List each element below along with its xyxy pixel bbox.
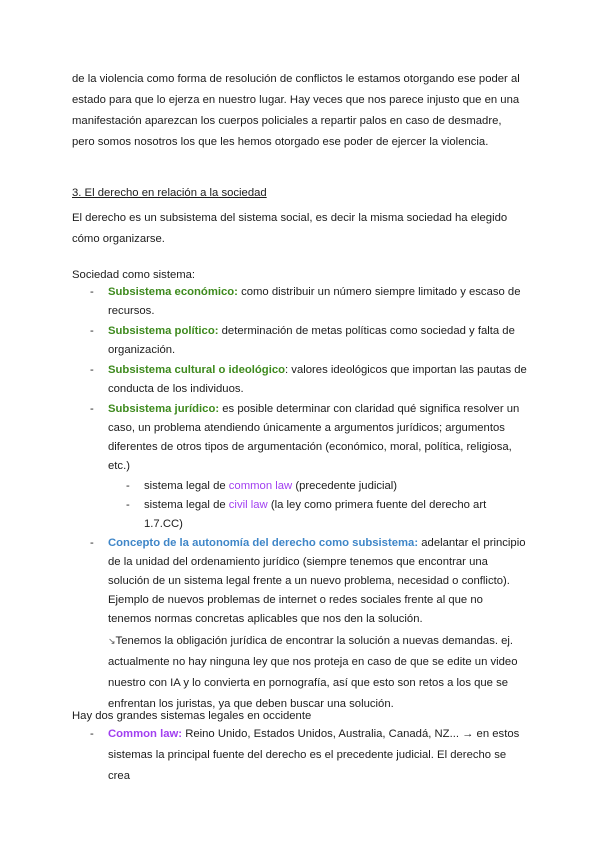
list-item-economico (72, 283, 527, 321)
text-economico: como distribuir un número siempre limitado y escaso de recursos. (108, 286, 521, 317)
list-item-concepto (72, 534, 527, 715)
bullet-dash: - (90, 286, 94, 298)
concepto-extra (108, 631, 527, 715)
section-heading: 3. El derecho en relación a la sociedad (72, 187, 267, 199)
extra-text: Tenemos la obligación jurídica de encontrar la solución a nuevas demandas. ej. actualmente no hay ninguna ley que nos proteja en caso de que se edite un video nuestro con IA y lo convierta en pornografía, así que esto son retos a los que se enfrentan los juristas, ya que deben buscar una solución. (108, 635, 518, 710)
bullet-dash: - (126, 480, 130, 492)
sub-item-civil-law (72, 496, 527, 534)
list-item-common-law (72, 724, 527, 787)
bullet-dash: - (90, 537, 94, 549)
term-common-law: common law (228, 480, 293, 492)
arrow-down-right-icon: ↘ (108, 636, 116, 646)
sub-item-common-law (72, 477, 527, 496)
bullet-dash: - (90, 364, 94, 376)
bullet-dash: - (126, 499, 130, 511)
bullet-dash: - (90, 728, 94, 740)
text-politico: determinación de metas políticas como sociedad y falta de organización. (108, 325, 515, 356)
bullet-dash: - (90, 325, 94, 337)
sub-post-civil: (la ley como primera fuente del derecho art 1.7.CC) (144, 499, 487, 530)
term-civil-law: civil law (228, 499, 268, 511)
list-item-politico (72, 322, 527, 360)
list-item-cultural (72, 361, 527, 399)
sociedad-title: Sociedad como sistema: (72, 269, 196, 281)
term-concepto: Concepto de la autonomía del derecho como subsistema: (108, 537, 419, 549)
text-concepto: adelantar el principio de la unidad del ordenamiento jurídico (siempre tenemos que encontrar una solución de un sistema legal frente a un nuevo problema, necesidad o conflicto). Ejemplo de nuevos problemas de internet o redes sociales frente al que no tenemos normas concretas aplicables que nos den la solución. (108, 537, 526, 625)
text-juridico: es posible determinar con claridad qué significa resolver un caso, un problema atendiendo únicamente a argumentos jurídicos; argumentos diferentes de otros tipos de argumentación (económico, moral, política, religiosa, etc.) (108, 403, 520, 472)
term-common-law-system: Common law: (108, 728, 183, 740)
subsystem-list (72, 283, 527, 716)
term-cultural: Subsistema cultural o ideológico (108, 364, 286, 376)
sistemas-title: Hay dos grandes sistemas legales en occidente (72, 710, 312, 722)
term-economico: Subsistema económico: (108, 286, 238, 298)
term-politico: Subsistema político: (108, 325, 219, 337)
sub-pre-civil: sistema legal de (144, 499, 229, 511)
text-common-law-system: Reino Unido, Estados Unidos, Australia, Canadá, NZ... → en estos sistemas la principal fuente del derecho es el precedente judicial. El derecho se crea (108, 728, 520, 782)
intro-paragraph: de la violencia como forma de resolución de conflictos le estamos otorgando ese poder al estado para que lo ejerza en nuestro lugar. Hay veces que nos parece injusto que en una manifestación aparezcan los cuerpos policiales a repartir palos en caso de desmadre, pero somos nosotros los que les hemos otorgado ese poder de ejercer la violencia. (72, 73, 520, 148)
bullet-dash: - (90, 403, 94, 415)
definition-paragraph: El derecho es un subsistema del sistema social, es decir la misma sociedad ha elegido cómo organizarse. (72, 212, 508, 245)
sub-post-common: (precedente judicial) (292, 480, 398, 492)
list-item-juridico (72, 400, 527, 476)
sub-pre-common: sistema legal de (144, 480, 229, 492)
text-cultural: : valores ideológicos que importan las pautas de conducta de los individuos. (108, 364, 527, 395)
sistemas-list (72, 724, 527, 788)
term-juridico: Subsistema jurídico: (108, 403, 220, 415)
